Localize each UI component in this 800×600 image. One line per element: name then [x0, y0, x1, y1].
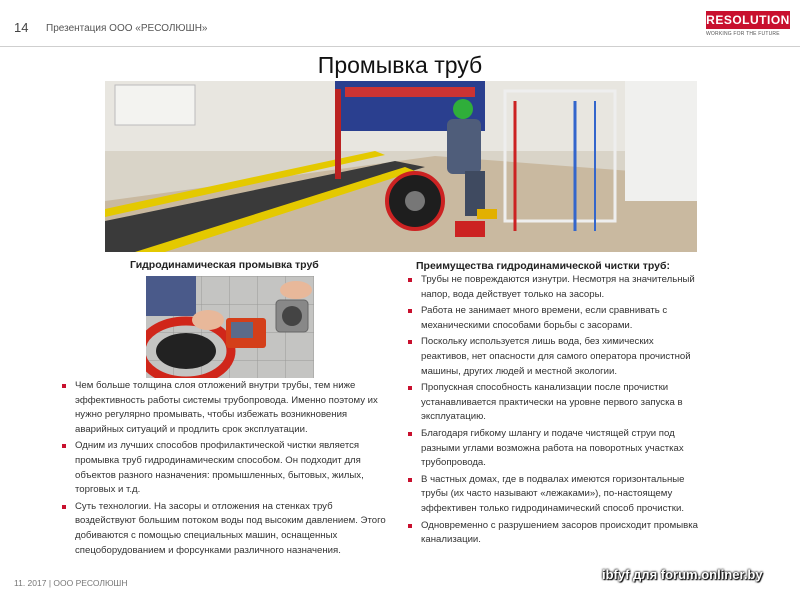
logo-tagline: WORKING FOR THE FUTURE — [706, 31, 780, 37]
slide-title: Промывка труб — [317, 52, 483, 78]
list-item: Пропускная способность канализации после прочистки устанавливается практически на уровне первого запуска в эксплуатацию. — [408, 381, 698, 425]
left-heading: Гидродинамическая промывка труб — [130, 259, 319, 271]
list-item: Поскольку используется лишь вода, без химических реактивов, нет опасности для самого оператора прочистной машины, других людей и местной экологии. — [408, 335, 698, 379]
list-item: Благодаря гибкому шлангу и подаче чистящей струи под разными углами возможна работа на поворотных участках трубопровода. — [408, 427, 698, 471]
list-item: Одним из лучших способов профилактической чистки является промывка труб гидродинамическим способом. Он подходит для объектов разного назначения: промышленных, бытовых, жилых, торговых и т.д. — [62, 439, 387, 497]
list-item: В частных домах, где в подвалах имеются горизонтальные трубы (их часто называют «лежаками»), по-настоящему эффективен только гидродинамический способ прочистки. — [408, 473, 698, 517]
list-item: Трубы не повреждаются изнутри. Несмотря на значительный напор, вода действует только на засоры. — [408, 273, 698, 302]
list-item: Работа не занимает много времени, если сравнивать с механическими способами борьбы с засорами. — [408, 304, 698, 333]
list-item: Чем больше толщина слоя отложений внутри трубы, тем ниже эффективность работы системы трубопровода. Именно поэтому их нужно регулярно промывать, чтобы избежать возникновения аварийных ситуаций и продлить срок эксплуатации. — [62, 379, 387, 437]
main-photo — [105, 81, 697, 252]
camera-inspection-illustration — [146, 276, 314, 378]
left-bullet-list — [62, 379, 387, 560]
watermark: ibfyf для forum.onliner.by — [602, 567, 763, 582]
slide-number: 14 — [14, 20, 29, 35]
company-logo — [706, 11, 790, 37]
logo-text: RESOLUTION — [706, 13, 790, 27]
workshop-illustration — [105, 81, 697, 252]
footer-text: 11. 2017 | ООО РЕСОЛЮШН — [14, 578, 128, 588]
right-bullet-list — [408, 273, 698, 550]
list-item: Одновременно с разрушением засоров происходит промывка канализации. — [408, 519, 698, 548]
presentation-title: Презентация ООО «РЕСОЛЮШН» — [46, 23, 208, 34]
list-item: Суть технологии. На засоры и отложения на стенках труб воздействуют большим потоком воды под высоким давлением. Этого добиваются с помощью специальных машин, оснащенных спецоборудованием и форсунками различного назначения. — [62, 500, 387, 558]
inspection-photo — [146, 276, 314, 378]
header-divider — [0, 46, 800, 47]
right-heading: Преимущества гидродинамической чистки труб: — [416, 260, 670, 272]
